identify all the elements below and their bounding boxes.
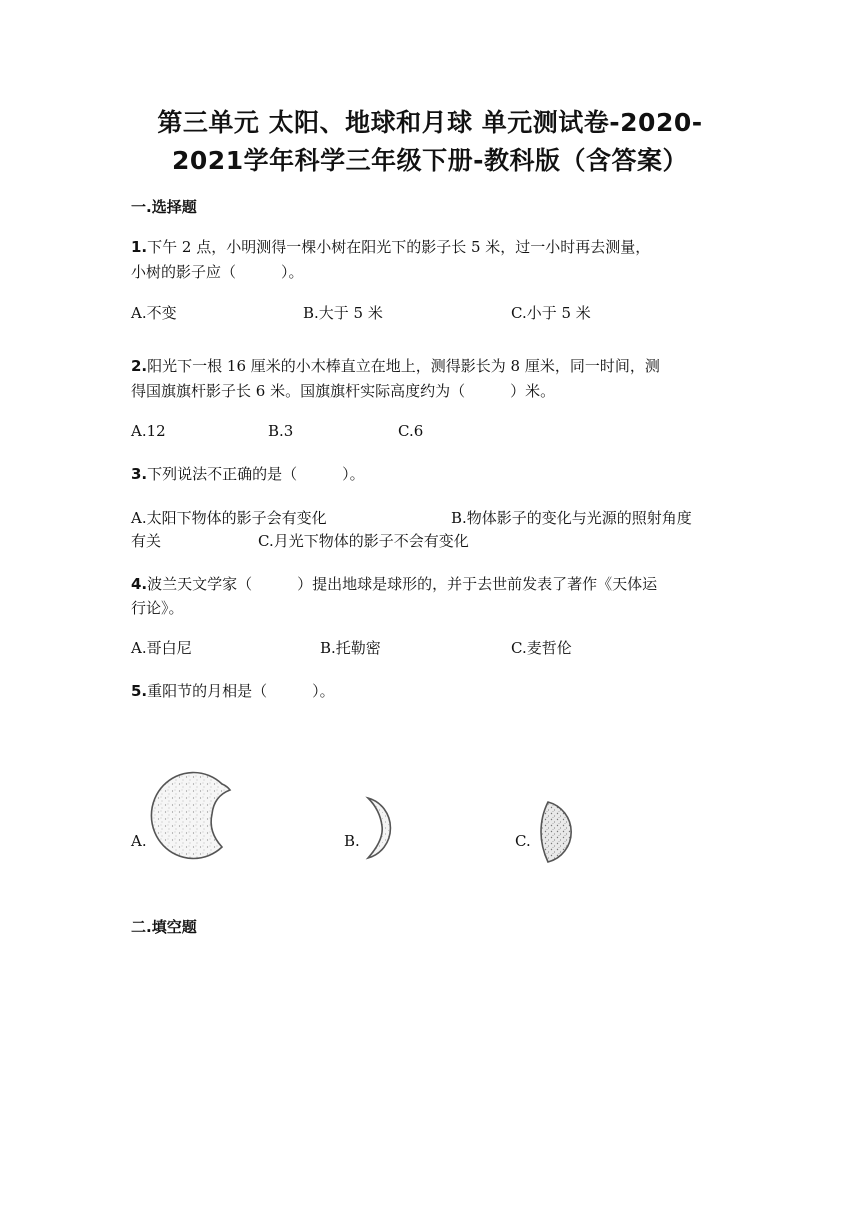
option-c: C.麦哲伦: [511, 639, 572, 657]
question-number: 2.: [131, 357, 148, 375]
crescent-moon-icon: [360, 796, 396, 860]
option-c: C.: [515, 832, 531, 850]
option-a: A.太阳下物体的影子会有变化: [131, 509, 327, 527]
option-b: B.大于 5 米: [303, 304, 383, 322]
question-text: 下列说法不正确的是（ ）。: [147, 465, 365, 483]
option-b-continued: 有关: [131, 532, 162, 550]
section-heading-choice: 一.选择题: [131, 198, 197, 216]
question-text: 下午 2 点，小明测得一棵小树在阳光下的影子长 5 米，过一小时再去测量，: [147, 238, 651, 256]
option-b: B.物体影子的变化与光源的照射角度: [451, 509, 692, 527]
question-2-line-1: [131, 355, 660, 376]
option-a: A.不变: [131, 304, 177, 322]
question-2-line-2: 得国旗旗杆影子长 6 米。国旗旗杆实际高度约为（ ）米。: [131, 382, 556, 400]
question-1-line-2: 小树的影子应（ ）。: [131, 263, 304, 281]
question-4-line-2: 行论》。: [131, 599, 184, 617]
option-a: A.哥白尼: [131, 639, 192, 657]
option-c: C.6: [398, 422, 424, 440]
question-4-line-1: [131, 573, 657, 594]
option-a: A.12: [131, 422, 166, 440]
question-3-line-1: [131, 463, 365, 484]
section-heading-fill: 二.填空题: [131, 918, 197, 936]
option-b: B.托勒密: [320, 639, 381, 657]
question-text: 重阳节的月相是（ ）。: [147, 682, 335, 700]
page-title: [100, 104, 760, 180]
question-number: 3.: [131, 465, 148, 483]
option-b: B.3: [268, 422, 294, 440]
gibbous-moon-icon: [150, 768, 240, 862]
question-5-line-1: [131, 680, 335, 701]
question-text: 波兰天文学家（ ）提出地球是球形的，并于去世前发表了著作《天体运: [147, 575, 658, 593]
question-number: 1.: [131, 238, 148, 256]
title-line-1: 第三单元 太阳、地球和月球 单元测试卷-2020-: [157, 108, 703, 137]
question-text: 阳光下一根 16 厘米的小木棒直立在地上，测得影长为 8 厘米，同一时间，测: [147, 357, 660, 375]
option-c: C.月光下物体的影子不会有变化: [258, 532, 469, 550]
question-1-line-1: [131, 236, 650, 257]
option-b: B.: [344, 832, 360, 850]
question-number: 5.: [131, 682, 148, 700]
title-line-2: 2021学年科学三年级下册-教科版（含答案）: [172, 146, 688, 175]
question-number: 4.: [131, 575, 148, 593]
half-moon-icon: [538, 800, 584, 864]
option-a: A.: [131, 832, 147, 850]
option-c: C.小于 5 米: [511, 304, 591, 322]
